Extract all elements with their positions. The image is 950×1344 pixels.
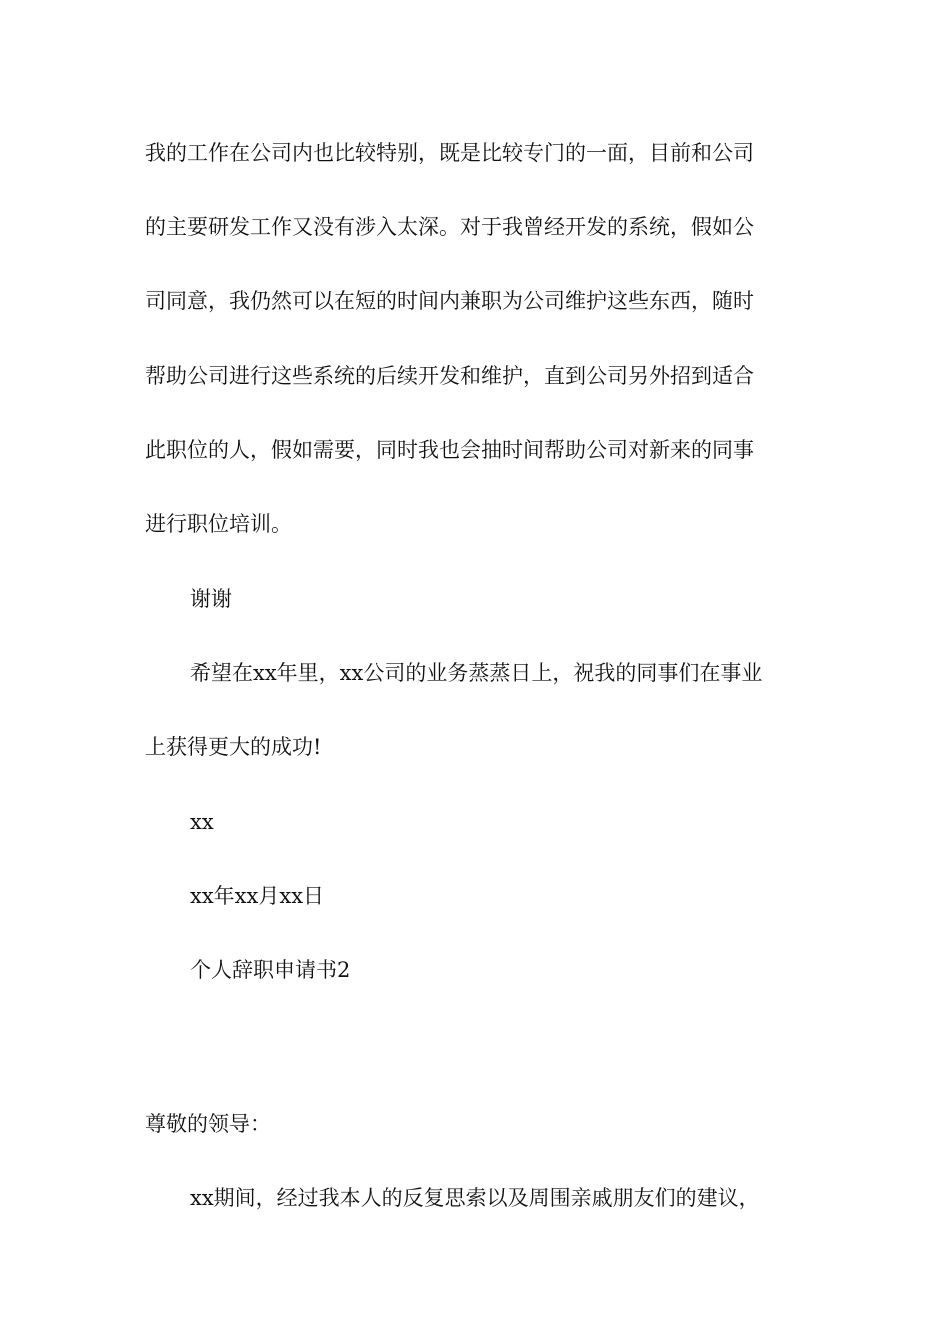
paragraph-line: 此职位的人，假如需要，同时我也会抽时间帮助公司对新来的同事	[145, 438, 754, 462]
section-title: 个人辞职申请书2	[190, 958, 351, 982]
salutation: 尊敬的领导：	[145, 1112, 271, 1136]
paragraph-line: xx期间，经过我本人的反复思索以及周围亲戚朋友们的建议，	[190, 1186, 760, 1210]
signature-date: xx年xx月xx日	[190, 884, 325, 908]
paragraph-line: 上获得更大的成功!	[145, 735, 322, 759]
paragraph-line: 帮助公司进行这些系统的后续开发和维护，直到公司另外招到适合	[145, 364, 754, 388]
paragraph-line: 希望在xx年里，xx公司的业务蒸蒸日上，祝我的同事们在事业	[190, 661, 763, 685]
paragraph-line: 我的工作在公司内也比较特别，既是比较专门的一面，目前和公司	[145, 141, 754, 165]
thanks-line: 谢谢	[190, 587, 232, 611]
paragraph-line: 司同意，我仍然可以在短的时间内兼职为公司维护这些东西，随时	[145, 289, 754, 313]
paragraph-line: 的主要研发工作又没有涉入太深。对于我曾经开发的系统，假如公	[145, 215, 754, 239]
signature-name: xx	[190, 810, 214, 834]
paragraph-line: 进行职位培训。	[145, 512, 292, 536]
